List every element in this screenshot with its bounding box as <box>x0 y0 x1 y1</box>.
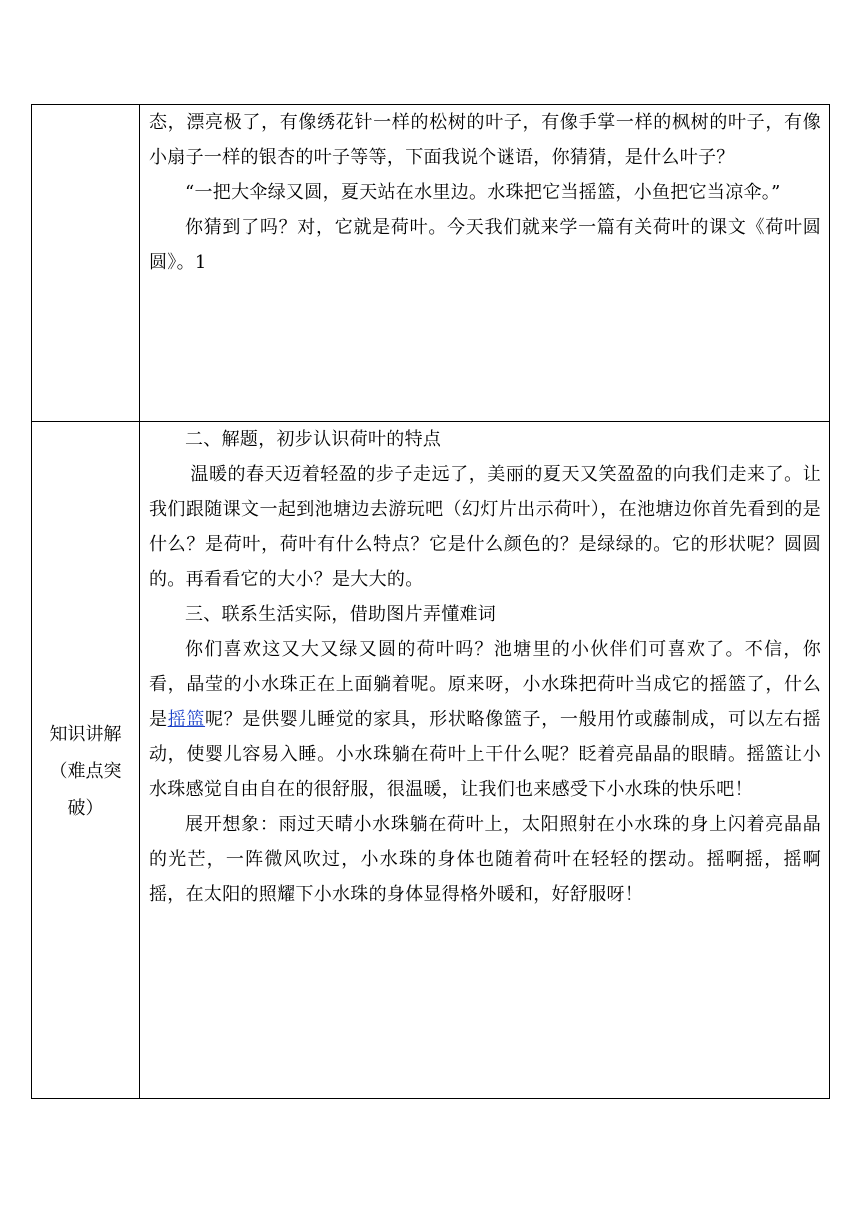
table-row-intro <box>32 105 830 422</box>
cradle-link[interactable]: 摇篮 <box>167 709 206 730</box>
answer-paragraph: 你猜到了吗？对，它就是荷叶。今天我们就来学一篇有关荷叶的课文《荷叶圆圆》。1 <box>149 217 821 273</box>
section-3-text-after-link: 呢？是供婴儿睡觉的家具，形状略像篮子，一般用竹或藤制成，可以左右摇动，使婴儿容易入睡。小水珠躺在荷叶上干什么呢？眨着亮晶晶的眼睛。摇篮让小水珠感觉自由自在的很舒服，很温暖，让我们也来感受下小水珠的快乐吧！ <box>149 709 821 800</box>
row-content-cell-knowledge <box>140 422 830 1099</box>
table-row-knowledge <box>32 422 830 1099</box>
label-line-3: 破） <box>67 798 104 819</box>
label-line-2: （难点突 <box>49 761 122 782</box>
imagination-paragraph: 展开想象：雨过天晴小水珠躺在荷叶上，太阳照射在小水珠的身上闪着亮晶晶的光芒，一阵微风吹过，小水珠的身体也随着荷叶在轻轻的摆动。摇啊摇，摇啊摇，在太阳的照耀下小水珠的身体显得格外暖和，好舒服呀！ <box>149 814 821 905</box>
lesson-table <box>31 104 830 1099</box>
riddle-paragraph: “一把大伞绿又圆，夏天站在水里边。水珠把它当摇篮，小鱼把它当凉伞。” <box>185 182 781 203</box>
row-label-cell-knowledge <box>32 422 140 1099</box>
section-heading-3: 三、联系生活实际，借助图片弄懂难词 <box>185 604 497 625</box>
section-heading-2: 二、解题，初步认识荷叶的特点 <box>185 429 442 450</box>
section-3-text-before-link: 你们喜欢这又大又绿又圆的荷叶吗？池塘里的小伙伴们可喜欢了。不信，你看，晶莹的小水珠正在上面躺着呢。原来呀，小水珠把荷叶当成它的摇篮了，什么是 <box>149 639 821 730</box>
row-content-cell-intro <box>140 105 830 422</box>
section-3-paragraph <box>149 632 821 807</box>
label-line-1: 知识讲解 <box>49 724 122 745</box>
row-label-cell-empty <box>32 105 140 422</box>
row-label-knowledge <box>32 693 139 827</box>
intro-paragraph: 态，漂亮极了，有像绣花针一样的松树的叶子，有像手掌一样的枫树的叶子，有像小扇子一样的银杏的叶子等等，下面我说个谜语，你猜猜，是什么叶子？ <box>149 112 821 168</box>
section-2-paragraph: 温暖的春天迈着轻盈的步子走远了，美丽的夏天又笑盈盈的向我们走来了。让我们跟随课文一起到池塘边去游玩吧（幻灯片出示荷叶），在池塘边你首先看到的是什么？是荷叶，荷叶有什么特点？它是什么颜色的？是绿绿的。它的形状呢？圆圆的。再看看它的大小？是大大的。 <box>149 464 821 590</box>
